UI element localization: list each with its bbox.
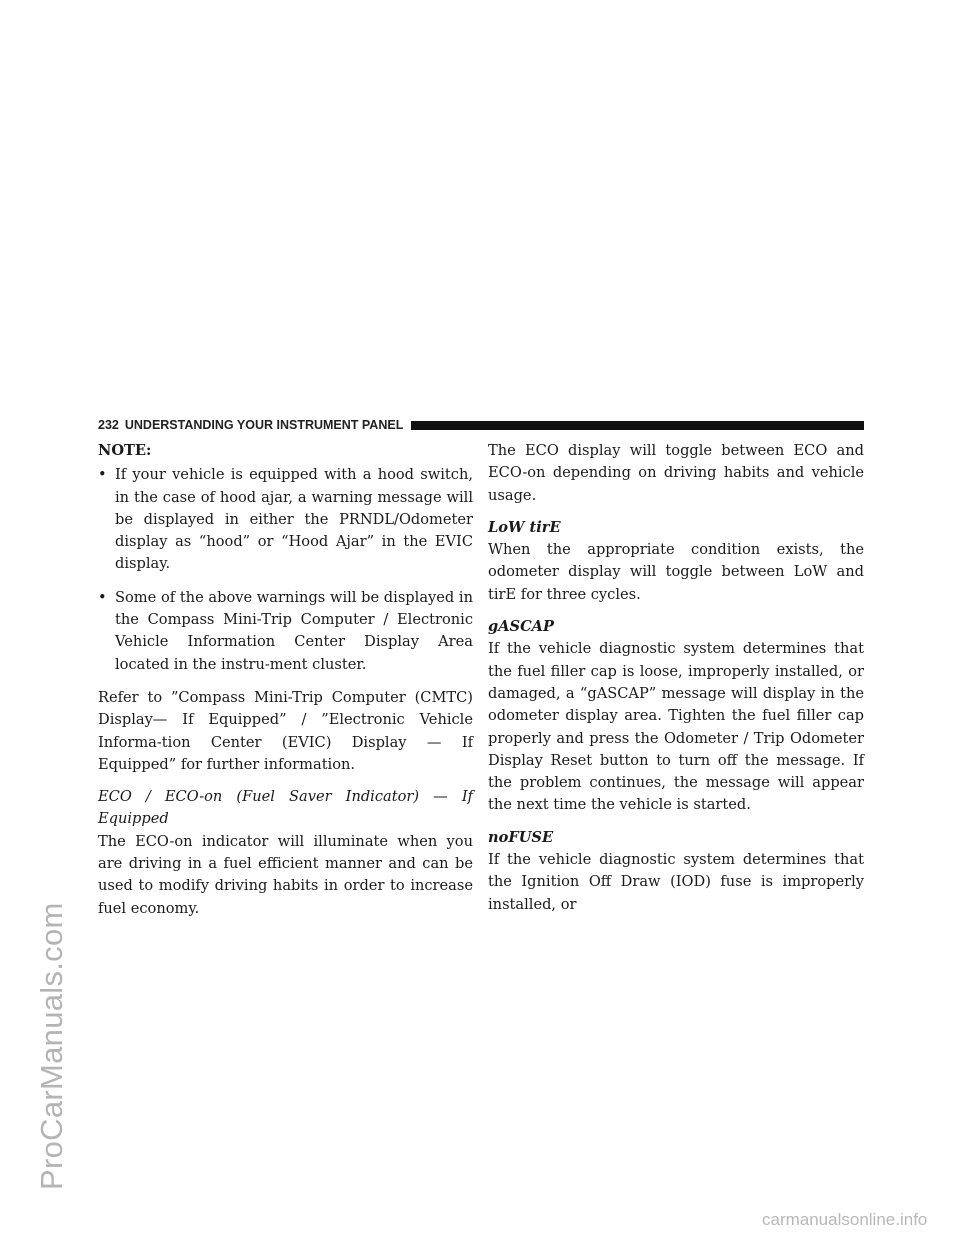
bullet-text-warnings: Some of the above warnings will be displayed in the Compass Mini-Trip Computer / Electronic Vehicle Information Center Display Area located in the instru-ment cluster. xyxy=(115,588,473,673)
page-number: 232 xyxy=(98,418,119,432)
note-label: NOTE: xyxy=(98,442,152,459)
low-tire-heading: LoW tirE xyxy=(488,518,561,536)
side-watermark: ProCarManuals.com xyxy=(34,902,69,1190)
footer-watermark: carmanualsonline.info xyxy=(762,1210,928,1229)
nofuse-body: If the vehicle diagnostic system determines that the Ignition Off Draw (IOD) fuse is improperly installed, or xyxy=(488,851,864,913)
refer-paragraph: Refer to ”Compass Mini-Trip Computer (CMTC) Display— If Equipped” / ”Electronic Vehicle Informa-tion Center (EVIC) Display — If Equipped” for further information. xyxy=(98,688,473,773)
bullet-item xyxy=(98,464,473,575)
eco-heading: ECO / ECO-on (Fuel Saver Indicator) — If Equipped xyxy=(98,788,473,828)
left-column xyxy=(98,440,473,920)
gascap-heading: gASCAP xyxy=(488,618,554,636)
nofuse-heading: noFUSE xyxy=(488,828,554,846)
bullet-item xyxy=(98,587,473,676)
gascap-body: If the vehicle diagnostic system determines that the fuel filler cap is loose, improperly installed, or damaged, a “gASCAP” message will display in the odometer display area. Tighten the fuel filler cap properly and press the Odometer / Trip Odometer Display Reset button to turn off the message. If the problem continues, the message will appear the next time the vehicle is started. xyxy=(488,640,864,814)
eco-body: The ECO-on indicator will illuminate when you are driving in a fuel efficient manner and can be used to modify driving habits in order to increase fuel economy. xyxy=(98,832,473,917)
low-tire-body: When the appropriate condition exists, the odometer display will toggle between LoW and tirE for three cycles. xyxy=(488,541,864,603)
eco-continued: The ECO display will toggle between ECO and ECO-on depending on driving habits and vehicle usage. xyxy=(488,442,864,504)
section-title: UNDERSTANDING YOUR INSTRUMENT PANEL xyxy=(124,418,404,432)
bullet-icon: • xyxy=(98,588,107,606)
header-rule xyxy=(411,421,864,430)
bullet-text-hood-switch: If your vehicle is equipped with a hood switch, in the case of hood ajar, a warning message will be displayed in either the PRNDL/Odometer display as “hood” or “Hood Ajar” in the EVIC display. xyxy=(115,466,473,573)
bullet-icon: • xyxy=(98,466,107,484)
page-header xyxy=(98,416,864,434)
right-column xyxy=(488,440,864,916)
